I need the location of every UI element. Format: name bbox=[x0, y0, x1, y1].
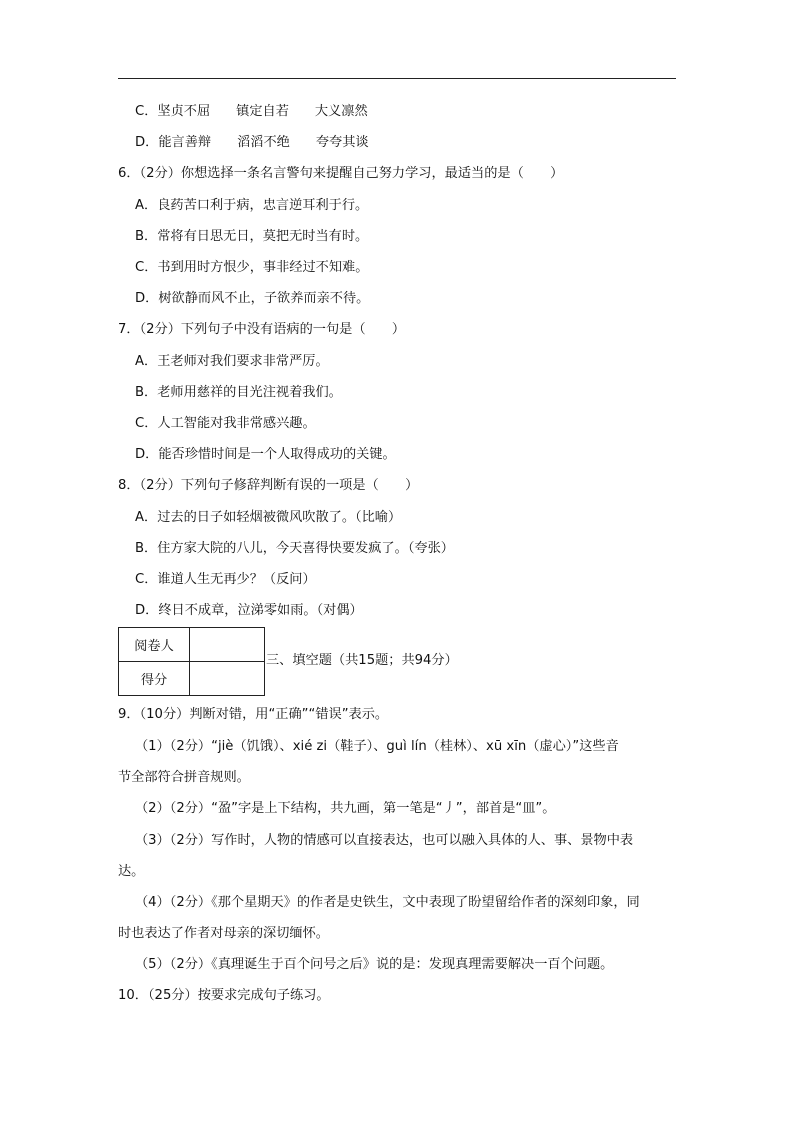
q9-sub1-line1: （1）（2分）“jiè（饥饿）、xié zi（鞋子）、guì lín（桂林）、xū xīn（虚心）”这些音 bbox=[135, 739, 619, 754]
score-field[interactable] bbox=[190, 662, 265, 696]
q6-option-c: C．书到用时方恨少，事非经过不知难。 bbox=[135, 260, 369, 275]
q8-stem: 8．（2分）下列句子修辞判断有误的一项是（ ） bbox=[118, 478, 419, 493]
q7-stem: 7．（2分）下列句子中没有语病的一句是（ ） bbox=[118, 322, 406, 337]
q7-option-a: A．王老师对我们要求非常严厉。 bbox=[135, 354, 329, 369]
q9-sub4-line2: 时也表达了作者对母亲的深切缅怀。 bbox=[118, 926, 329, 941]
reviewer-field[interactable] bbox=[190, 628, 265, 662]
q10-stem: 10．（25分）按要求完成句子练习。 bbox=[118, 988, 330, 1003]
q7-option-d: D．能否珍惜时间是一个人取得成功的关键。 bbox=[135, 447, 396, 462]
q5-option-d bbox=[135, 134, 369, 152]
q5-option-c bbox=[135, 103, 368, 121]
q5-option-d-word2: 滔滔不绝 bbox=[237, 135, 290, 150]
q7-option-b: B．老师用慈祥的目光注视着我们。 bbox=[135, 385, 342, 400]
q5-option-c-word3: 大义凛然 bbox=[314, 104, 368, 119]
section-title: 三、填空题（共15题；共94分） bbox=[266, 653, 458, 668]
q9-sub4-line1: （4）（2分）《那个星期天》的作者是史铁生，文中表现了盼望留给作者的深刻印象，同 bbox=[135, 895, 640, 910]
q8-option-a: A．过去的日子如轻烟被微风吹散了。（比喻） bbox=[135, 510, 402, 525]
q9-sub5: （5）（2分）《真理诞生于百个问号之后》说的是：发现真理需要解决一百个问题。 bbox=[135, 957, 614, 972]
q5-option-d-word1: D．能言善辩 bbox=[135, 135, 212, 150]
q9-sub1-line2: 节全部符合拼音规则。 bbox=[118, 770, 250, 785]
q9-stem: 9．（10分）判断对错，用“正确”“错误”表示。 bbox=[118, 707, 389, 722]
q6-stem: 6．（2分）你想选择一条名言警句来提醒自己努力学习，最适当的是（ ） bbox=[118, 166, 564, 181]
q9-sub3-line2: 达。 bbox=[118, 864, 145, 879]
q5-option-d-word3: 夸夸其谈 bbox=[315, 135, 369, 150]
q8-option-c: C．谁道人生无再少？（反问） bbox=[135, 572, 316, 587]
header-rule bbox=[118, 78, 676, 79]
q6-option-b: B．常将有日思无日，莫把无时当有时。 bbox=[135, 229, 369, 244]
score-box bbox=[118, 627, 265, 696]
score-label: 得分 bbox=[119, 662, 190, 696]
q5-option-c-word1: C．坚贞不屈 bbox=[135, 104, 211, 119]
q7-option-c: C．人工智能对我非常感兴趣。 bbox=[135, 416, 316, 431]
q6-option-a: A．良药苦口利于病，忠言逆耳利于行。 bbox=[135, 198, 369, 213]
q9-sub3-line1: （3）（2分）写作时，人物的情感可以直接表达，也可以融入具体的人、事、景物中表 bbox=[135, 833, 634, 848]
q8-option-d: D．终日不成章，泣涕零如雨。（对偶） bbox=[135, 603, 363, 618]
q8-option-b: B．住方家大院的八儿，今天喜得快要发疯了。（夸张） bbox=[135, 541, 454, 556]
q9-sub2: （2）（2分）“盈”字是上下结构，共九画，第一笔是“丿”，部首是“皿”。 bbox=[135, 801, 556, 816]
q6-option-d: D．树欲静而风不止，子欲养而亲不待。 bbox=[135, 291, 370, 306]
q5-option-c-word2: 镇定自若 bbox=[236, 104, 289, 119]
reviewer-label: 阅卷人 bbox=[119, 628, 190, 662]
